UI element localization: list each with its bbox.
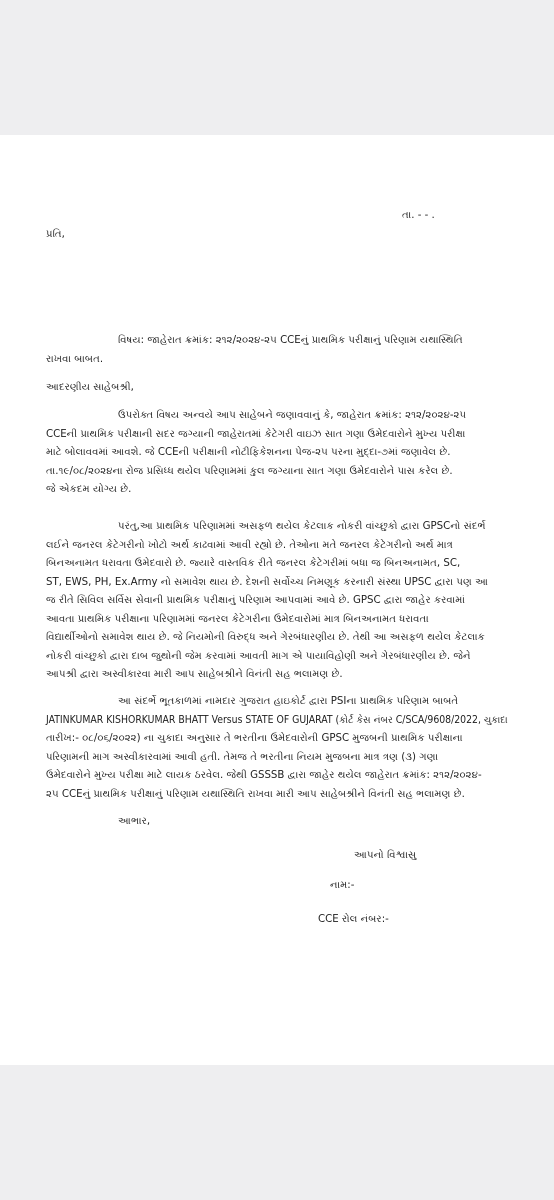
paragraph-2-line: આપશ્રી દ્વારા અસ્વીકારવા મારી આપ સાહેબશ્રીને વિનંતી સહ ભલામણ છે. [46, 669, 343, 680]
paragraph-2-line: આવતા પ્રાથમિક પરીક્ષાના પરિણામમાં જનરલ કેટેગરીના ઉમેદવારોમાં માત્ર બિનઅનામત ધરાવતા [46, 613, 429, 625]
paragraph-2-line: ST, EWS, PH, Ex.Army નો સમાવેશ થાય છે. દેશની સર્વોચ્ચ નિમણૂક કરનારી સંસ્થા UPSC દ્વારા પણ આ [46, 576, 489, 588]
paragraph-3-line: ૨૫ CCEનું પ્રાથમિક પરીક્ષાનું પરિણામ યથાસ્થિતિ રાખવા મારી આપ સાહેબશ્રીને વિનંતી સહ ભલામણ છે. [46, 788, 465, 800]
paragraph-3-line: JATINKUMAR KISHORKUMAR BHATT Versus STATE OF GUJARAT (કોર્ટ કેસ નંબર C/SCA/9608/2022, ચુકાદા [46, 714, 508, 726]
paragraph-1-line: જે એકદમ યોગ્ય છે. [46, 484, 132, 495]
paragraph-2-line: પરંતુ,આ પ્રાથમિક પરિણામમાં અસફળ થયેલ કેટલાક નોકરી વાંચ્છુકો દ્વારા GPSCનો સંદર્ભ [118, 521, 486, 532]
subject-line-2: રાખવા બાબત. [46, 354, 104, 365]
paragraph-2-line: બિનઅનામત ધરાવતા ઉમેદવારો છે. જ્યારે વાસ્તવિક રીતે જનરલ કેટેગરીમાં બધા જ બિનઅનામત, SC, [46, 558, 461, 569]
date-label: તા. - - . [402, 210, 435, 221]
paragraph-1-line: CCEની પ્રાથમિક પરીક્ષાની સદર જગ્યાની જાહેરાતમાં કેટેગરી વાઇઝ સાત ગણા ઉમેદવારોને મુખ્ય પરીક્ષા [46, 428, 466, 440]
bottom-margin [0, 1065, 554, 1200]
thanks-text: આભાર, [118, 816, 151, 827]
paragraph-1-line: માટે બોલાવવમાં આવશે. જે CCEની પરીક્ષાની નોટીફિકેશનના પેજ-૨૫ પરના મુદ્દા-૭માં જણાવેલ છે. [46, 447, 451, 458]
letter-page[interactable] [0, 135, 554, 1065]
paragraph-3-line: તારીખ:- ૦૮/૦૬/૨૦૨૨) ના ચુકાદા અનુસાર તે ભરતીના ઉમેદવારોની GPSC મુજબની પ્રાથમિક પરીક્ષાના [46, 733, 463, 744]
paragraph-2-line: જ રીતે સિવિલ સર્વિસ સેવાની પ્રાથમિક પરીક્ષાનું પરિણામ આપવામાં આવે છે. GPSC દ્વારા જાહેર કરવામાં [46, 595, 465, 606]
paragraph-3 [46, 693, 508, 804]
paragraph-1-line: ઉપરોક્ત વિષય અન્વયે આપ સાહેબને જણાવવાનું કે, જાહેરાત ક્રમાંક: ૨૧૨/૨૦૨૪-૨૫ [118, 410, 467, 421]
paragraph-3-line: ઉમેદવારોને મુખ્ય પરીક્ષા માટે લાયક ઠરવેલ. જેથી GSSSB દ્વારા જાહેર થયેલ જાહેરાત ક્રમાંક: ૨૧૨/૨૦૨૪- [46, 770, 482, 781]
paragraph-2-line: નોકરી વાંચ્છુકો દ્વારા દાબ જુથોની જેમ કરવામાં આવતી માગ એ પાયાવિહોણી અને ગેરબંધારણીય છે. જેને [46, 650, 471, 662]
paragraph-2 [46, 518, 508, 685]
paragraph-3-line: આ સંદર્ભે ભૂતકાળમાં નામદાર ગુજરાત હાઇકોર્ટ દ્વારા PSIના પ્રાથમિક પરિણામ બાબતે [118, 696, 459, 707]
closing-text: આપનો વિશ્વાસુ [354, 850, 417, 861]
paragraph-2-line: લઈને જનરલ કેટેગરીનો ખોટો અર્થ કાઢવામાં આવી રહ્યો છે. તેઓના મતે જનરલ કેટેગરીનો અર્થ માત્ર [46, 539, 453, 551]
paragraph-2-line: વિદ્યાર્થીઓનો સમાવેશ થાય છે. જે નિયમોની વિરુદ્ધ અને ગેરબંધારણીય છે. તેથી આ અસફળ થયેલ કેટલાક [46, 632, 485, 643]
recipient-label: પ્રતિ, [46, 229, 65, 240]
paragraph-3-line: પરિણામની માગ અસ્વીકારવામાં આવી હતી. તેમજ તે ભરતીના નિયમ મુજબના માત્ર ત્રણ (૩) ગણા [46, 751, 439, 763]
paragraph-1-line: તા.૧૯/૦૮/૨૦૨૪ના રોજ પ્રસિધ્ધ થયેલ પરિણામમાં કુલ જગ્યાના સાત ગણા ઉમેદવારોને પાસ કરેલ છે. [46, 465, 453, 477]
roll-number-label: CCE રોલ નંબર:- [318, 914, 389, 925]
top-margin [0, 0, 554, 135]
name-label: નામ:- [330, 880, 355, 891]
paragraph-1 [46, 407, 508, 500]
salutation: આદરણીય સાહેબશ્રી, [46, 382, 134, 393]
subject-line-1: વિષય: જાહેરાત ક્રમાંક: ૨૧૨/૨૦૨૪-૨૫ CCEનું પ્રાથમિક પરીક્ષાનું પરિણામ યથાસ્થિતિ [118, 335, 463, 346]
